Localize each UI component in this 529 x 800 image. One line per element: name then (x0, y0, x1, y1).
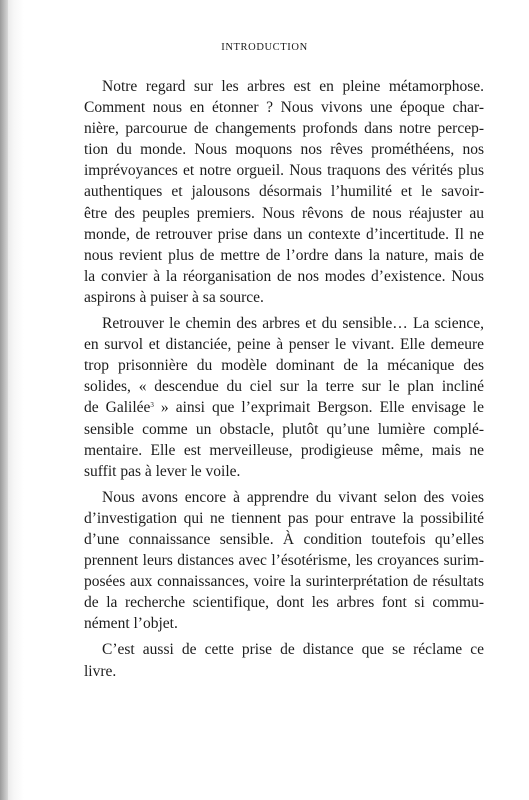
text-line: monde, de retrouver prise dans un contexte d’incertitude. Il ne (84, 225, 484, 243)
paragraph-1 (84, 76, 484, 308)
text-line: solides, « descendue du ciel sur la terre sur le plan incliné (84, 378, 484, 396)
text-line: authentiques et jalousons désormais l’humilité et le savoir- (84, 183, 484, 201)
text-line: posées aux connaissances, voire la surinterprétation de résultats (84, 573, 484, 591)
text-line: Notre regard sur les arbres est en pleine métamorphose. (102, 78, 484, 95)
text-line: la convier à la réorganisation de nos modes d’existence. Nous (84, 267, 484, 285)
text-line: en survol et distanciée, peine à penser le vivant. Elle demeure (84, 336, 484, 354)
text-line: Comment nous en étonner ? Nous vivons une époque char- (84, 99, 484, 117)
text-line: être des peuples premiers. Nous rêvons de nous réajuster au (84, 204, 484, 222)
text-fragment: de Galilée (84, 399, 151, 417)
text-line: prennent leurs distances avec l’ésotérisme, les croyances surim- (84, 552, 484, 570)
text-line: nière, parcourue de changements profonds dans notre percep- (84, 120, 484, 138)
text-line: trop prisonnière du modèle dominant de la mécanique des (84, 357, 484, 375)
body-text (84, 76, 484, 682)
text-line: nément l’objet. (84, 615, 178, 633)
footnote-reference[interactable]: 3 (150, 401, 154, 410)
text-line: mentaire. Elle est merveilleuse, prodigieuse même, mais ne (84, 441, 484, 459)
text-line: de la recherche scientifique, dont les arbres font si commu- (84, 594, 484, 612)
paragraph-3 (84, 487, 484, 635)
text-line: d’une connaissance sensible. À condition toutefois qu’elles (84, 530, 484, 548)
text-line: imprévoyances et notre orgueil. Nous traquons des vérités plus (84, 162, 484, 180)
text-line: Nous avons encore à apprendre du vivant selon des voies (102, 488, 484, 506)
text-line: aspirons à puiser à sa source. (84, 288, 264, 306)
text-line: nous revient plus de mettre de l’ordre dans la nature, mais de (84, 246, 484, 264)
text-line: C’est aussi de cette prise de distance que se réclame ce (102, 641, 484, 659)
text-line: Retrouver le chemin des arbres et du sensible… La science, (102, 315, 484, 333)
text-line: sensible comme un obstacle, plutôt qu’une lumière complé- (84, 420, 484, 438)
paragraph-2 (84, 313, 484, 482)
paragraph-4 (84, 639, 484, 681)
text-line: livre. (84, 662, 117, 680)
text-line: suffit pas à lever le voile. (84, 462, 241, 480)
text-line: tion du monde. Nous moquons nos rêves prométhéens, nos (84, 141, 484, 159)
page-gutter-shadow (0, 0, 8, 800)
running-header: INTRODUCTION (221, 42, 308, 53)
text-line-with-footnote (84, 397, 484, 418)
text-fragment: » ainsi que l’exprimait Bergson. Elle envisage le (153, 399, 484, 417)
text-line: d’investigation qui ne tiennent pas pour entrave la possibilité (84, 509, 484, 527)
